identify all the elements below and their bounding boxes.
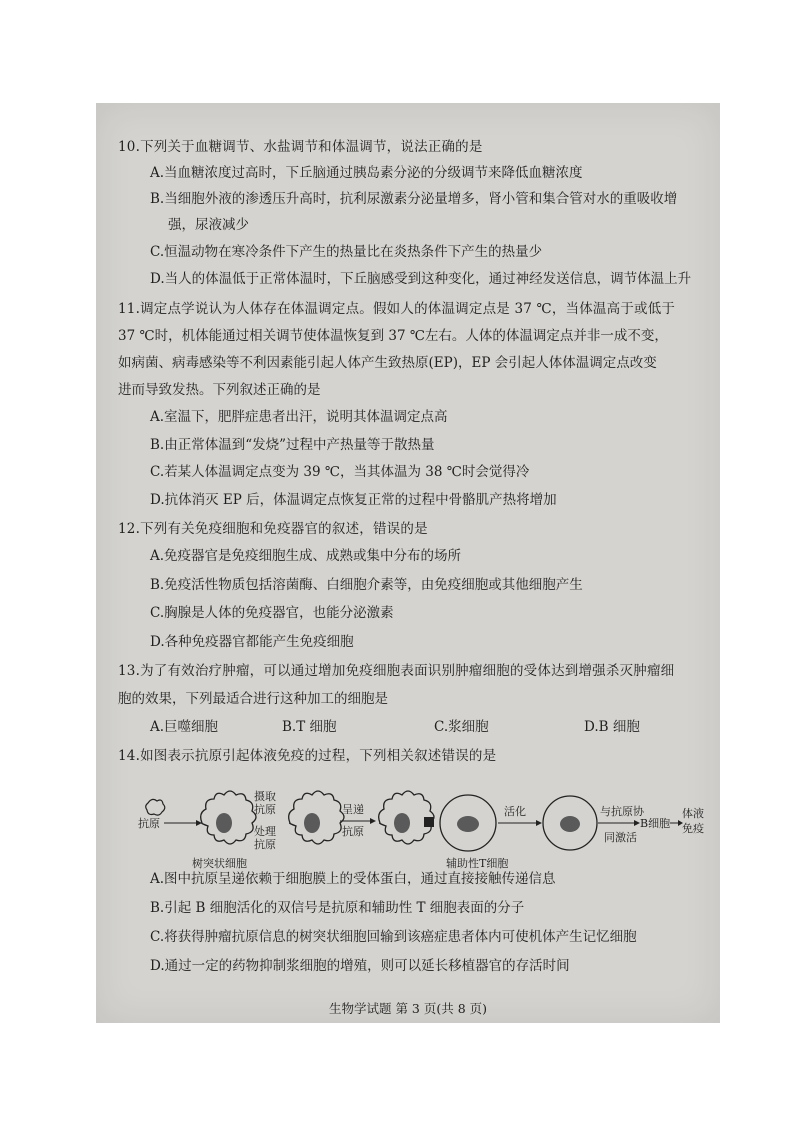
q10-option-c: C.恒温动物在寒冷条件下产生的热量比在炎热条件下产生的热量少	[150, 244, 543, 260]
cowork-label-1: 与抗原协	[600, 805, 644, 818]
q14-option-a: A.图中抗原呈递依赖于细胞膜上的受体蛋白，通过直接接触传递信息	[150, 871, 556, 887]
q12-option-c: C.胸腺是人体的免疫器官，也能分泌激素	[150, 605, 394, 621]
q11-option-b: B.由正常体温到“发烧”过程中产热量等于散热量	[150, 437, 435, 453]
q12-option-a: A.免疫器官是免疫细胞生成、成熟或集中分布的场所	[150, 548, 462, 564]
antigen-label: 抗原	[138, 817, 160, 830]
q10-stem: 10.下列关于血糖调节、水盐调节和体温调节，说法正确的是	[118, 139, 483, 155]
q10-option-b-cont: 强，尿液减少	[168, 217, 249, 233]
q11-option-c: C.若某人体温调定点变为 39 ℃，当其体温为 38 ℃时会觉得冷	[150, 464, 530, 480]
q12-stem: 12.下列有关免疫细胞和免疫器官的叙述，错误的是	[118, 521, 428, 537]
q10-option-a: A.当血糖浓度过高时，下丘脑通过胰岛素分泌的分级调节来降低血糖浓度	[150, 165, 583, 181]
q14-option-d: D.通过一定的药物抑制浆细胞的增殖，则可以延长移植器官的存活时间	[150, 958, 570, 974]
q11-stem-3: 如病菌、病毒感染等不利因素能引起人体产生致热原(EP)，EP 会引起人体体温调定点改变	[118, 355, 657, 371]
q14-option-c: C.将获得肿瘤抗原信息的树突状细胞回输到该癌症患者体内可使机体产生记忆细胞	[150, 929, 637, 945]
cowork-label-2: 同激活	[604, 831, 637, 844]
humoral-label-1: 体液	[682, 807, 704, 820]
helper-t-cell	[424, 795, 496, 851]
uptake-label-1: 摄取	[254, 790, 276, 803]
q10-option-d: D.当人的体温低于正常体温时，下丘脑感受到这种变化，通过神经发送信息，调节体温上升	[150, 271, 692, 287]
q13-stem-2: 胞的效果，下列最适合进行这种加工的细胞是	[118, 691, 388, 707]
present-label-1: 呈递	[342, 803, 364, 816]
q14-option-b: B.引起 B 细胞活化的双信号是抗原和辅助性 T 细胞表面的分子	[150, 900, 525, 916]
arrow-activate-head	[536, 820, 542, 826]
present-label-2: 抗原	[342, 825, 364, 838]
q12-option-d: D.各种免疫器官都能产生免疫细胞	[150, 634, 354, 650]
dendritic-cell-1	[201, 791, 256, 844]
dendritic-cell-2	[289, 791, 344, 844]
process-label-2: 抗原	[254, 838, 276, 851]
process-label-1: 处理	[254, 825, 276, 838]
uptake-label-2: 抗原	[254, 803, 276, 816]
antigen-shape	[146, 799, 165, 815]
page-footer: 生物学试题 第 3 页(共 8 页)	[328, 1001, 488, 1016]
q13-option-b: B.T 细胞	[282, 719, 337, 735]
q11-stem-4: 进而导致发热。下列叙述正确的是	[118, 382, 321, 398]
q10-option-b: B.当细胞外液的渗透压升高时，抗利尿激素分泌量增多，肾小管和集合管对水的重吸收增	[150, 191, 678, 207]
dendritic-cell-label: 树突状细胞	[192, 857, 247, 870]
q11-option-a: A.室温下，肥胖症患者出汗，说明其体温调定点高	[150, 409, 448, 425]
humoral-immunity-diagram	[126, 783, 706, 873]
activate-label: 活化	[504, 805, 526, 818]
helper-t-cell-label: 辅助性T细胞	[446, 857, 509, 870]
q11-option-d: D.抗体消灭 EP 后，体温调定点恢复正常的过程中骨骼肌产热将增加	[150, 492, 557, 508]
q13-option-a: A.巨噬细胞	[150, 719, 219, 735]
arrow-present-head	[370, 818, 376, 824]
q13-option-c: C.浆细胞	[434, 719, 489, 735]
b-cell-label: B细胞	[640, 817, 671, 830]
activated-t-cell	[543, 796, 597, 850]
q11-stem-1: 11.调定点学说认为人体存在体温调定点。假如人的体温调定点是 37 ℃，当体温高于或低于	[118, 301, 676, 317]
q13-stem-1: 13.为了有效治疗肿瘤，可以通过增加免疫细胞表面识别肿瘤细胞的受体达到增强杀灭肿瘤细	[118, 663, 675, 679]
q12-option-b: B.免疫活性物质包括溶菌酶、白细胞介素等，由免疫细胞或其他细胞产生	[150, 577, 583, 593]
q13-option-d: D.B 细胞	[584, 719, 640, 735]
q14-stem: 14.如图表示抗原引起体液免疫的过程，下列相关叙述错误的是	[118, 748, 497, 764]
humoral-label-2: 免疫	[682, 822, 704, 835]
exam-page	[96, 103, 720, 1023]
q11-stem-2: 37 ℃时，机体能通过相关调节使体温恢复到 37 ℃左右。人体的体温调定点并非一成不变，	[118, 328, 668, 344]
